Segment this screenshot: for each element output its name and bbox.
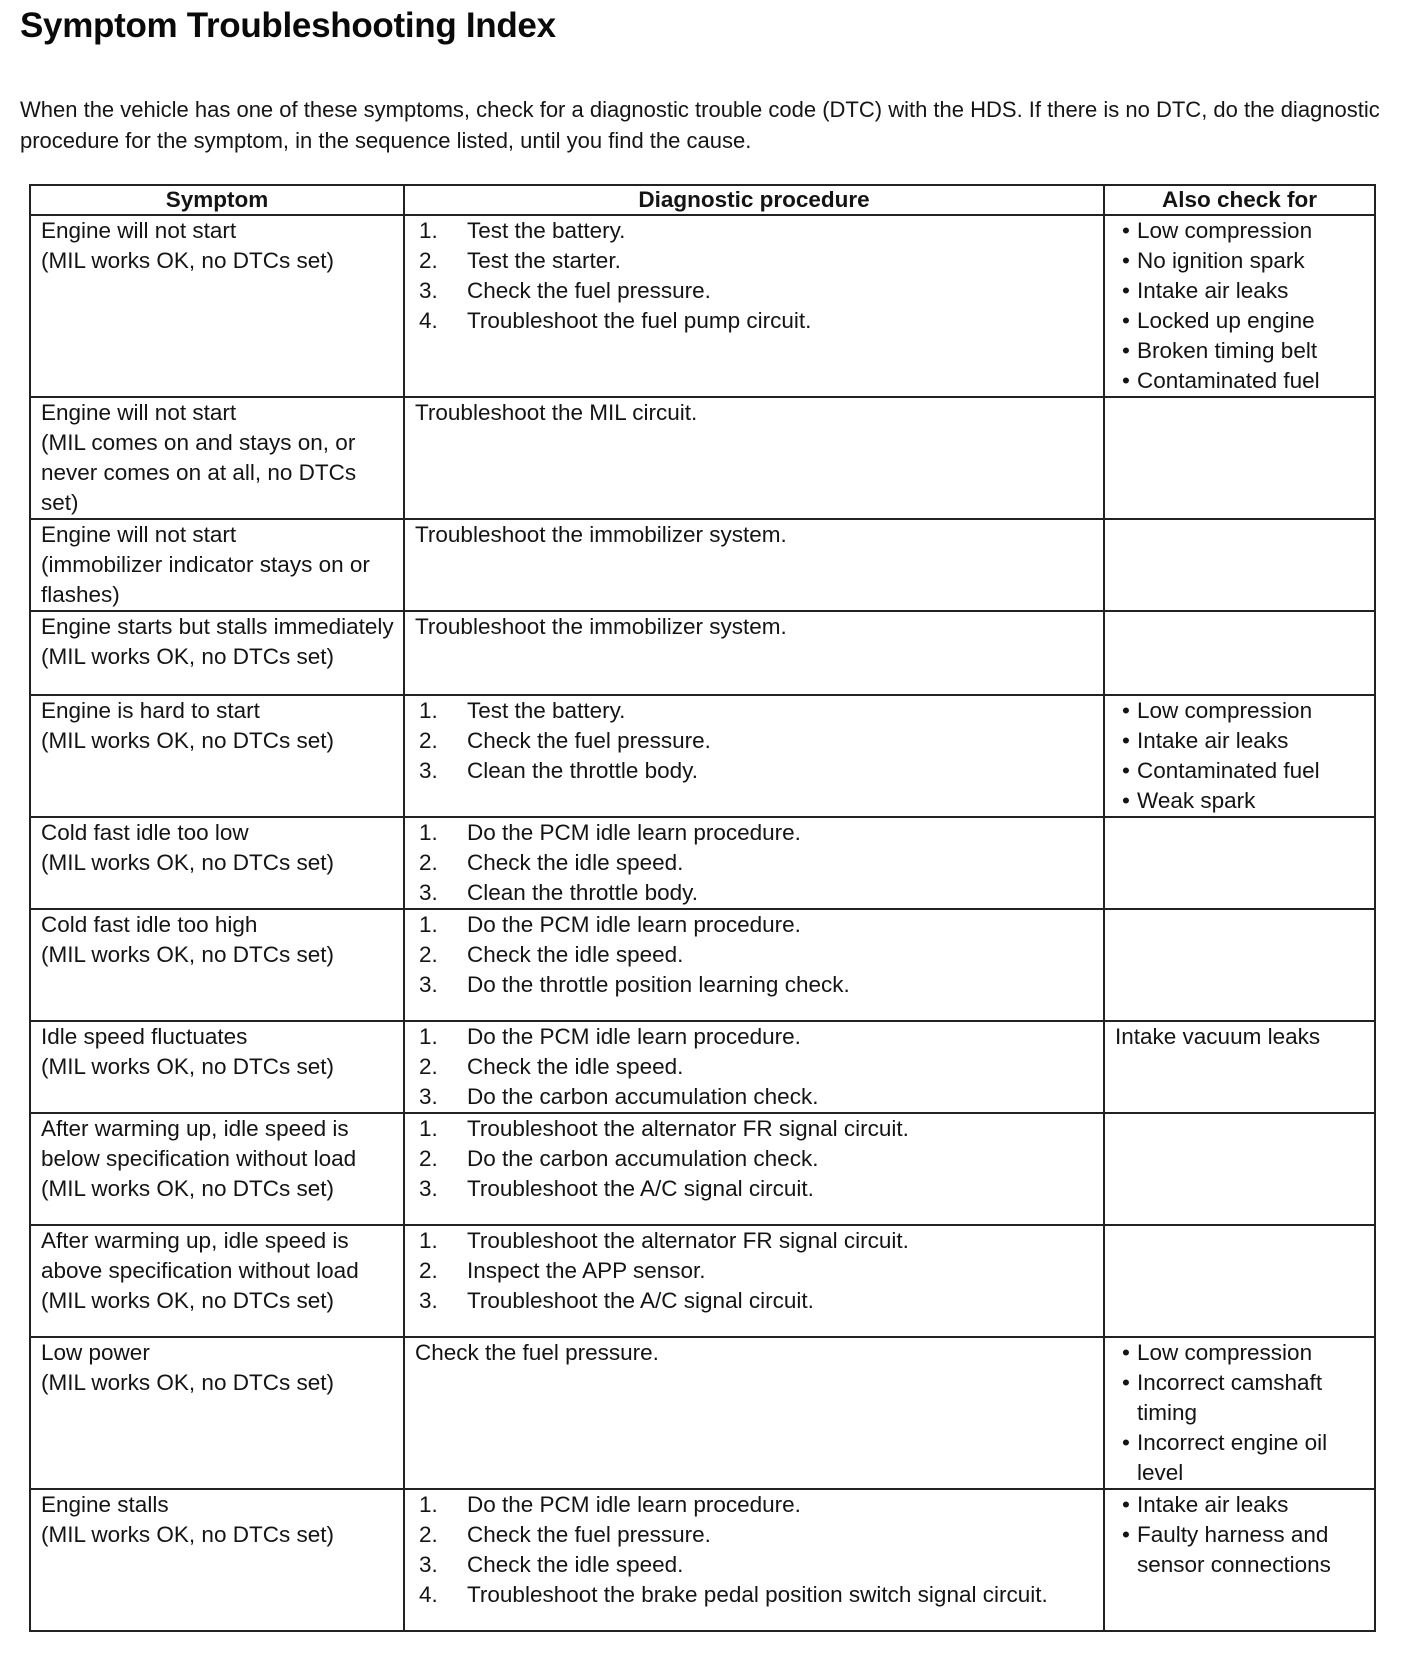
table-row (30, 1225, 1375, 1337)
procedure-steps (415, 1114, 1095, 1204)
also-check-text: Contaminated fuel (1137, 758, 1320, 783)
also-check-item (1115, 336, 1366, 366)
procedure-cell (404, 397, 1104, 519)
also-check-cell (1104, 397, 1375, 519)
also-check-cell (1104, 695, 1375, 817)
bullet-icon: • (1122, 278, 1130, 303)
procedure-step (415, 276, 1095, 306)
table-row (30, 519, 1375, 611)
also-check-text: Intake air leaks (1137, 728, 1289, 753)
procedure-step (415, 1286, 1095, 1316)
header-diagnostic-procedure: Diagnostic procedure (404, 185, 1104, 215)
also-check-text: Broken timing belt (1137, 338, 1318, 363)
table-row (30, 215, 1375, 397)
procedure-cell (404, 1113, 1104, 1225)
step-number: 1. (419, 1228, 438, 1253)
step-number: 1. (419, 218, 438, 243)
also-check-item (1115, 1520, 1366, 1580)
symptom-cell: Engine will not start (MIL works OK, no DTCs set) (30, 215, 404, 397)
symptom-cell: Engine is hard to start (MIL works OK, no DTCs set) (30, 695, 404, 817)
table-row (30, 909, 1375, 1021)
procedure-steps (415, 696, 1095, 786)
also-check-text: Low compression (1137, 1340, 1313, 1365)
bullet-icon: • (1122, 1430, 1130, 1455)
step-number: 3. (419, 1552, 438, 1577)
procedure-step (415, 818, 1095, 848)
also-check-cell (1104, 519, 1375, 611)
symptom-cell: Cold fast idle too low (MIL works OK, no DTCs set) (30, 817, 404, 909)
step-number: 1. (419, 1024, 438, 1049)
step-text: Check the idle speed. (467, 850, 684, 875)
step-number: 3. (419, 278, 438, 303)
procedure-step (415, 1022, 1095, 1052)
step-text: Do the carbon accumulation check. (467, 1146, 819, 1171)
step-text: Do the PCM idle learn procedure. (467, 820, 801, 845)
bullet-icon: • (1122, 218, 1130, 243)
procedure-step (415, 726, 1095, 756)
step-text: Check the idle speed. (467, 1054, 684, 1079)
symptom-cell: Cold fast idle too high (MIL works OK, no DTCs set) (30, 909, 404, 1021)
also-check-text: Locked up engine (1137, 308, 1315, 333)
procedure-step (415, 1256, 1095, 1286)
header-also-check-for: Also check for (1104, 185, 1375, 215)
procedure-text: Troubleshoot the immobilizer system. (415, 614, 787, 639)
also-check-item (1115, 276, 1366, 306)
also-check-item (1115, 726, 1366, 756)
step-text: Test the battery. (467, 698, 626, 723)
also-check-item (1115, 216, 1366, 246)
step-text: Troubleshoot the A/C signal circuit. (467, 1288, 814, 1313)
step-text: Test the battery. (467, 218, 626, 243)
also-check-cell (1104, 1113, 1375, 1225)
procedure-step (415, 246, 1095, 276)
also-check-item (1115, 1368, 1366, 1428)
also-check-item (1115, 1490, 1366, 1520)
also-check-cell (1104, 1021, 1375, 1113)
step-text: Check the idle speed. (467, 1552, 684, 1577)
page-title: Symptom Troubleshooting Index (20, 6, 556, 45)
bullet-icon: • (1122, 1522, 1130, 1547)
procedure-cell (404, 1225, 1104, 1337)
also-check-text: Incorrect engine oil level (1137, 1430, 1328, 1485)
bullet-icon: • (1122, 1492, 1130, 1517)
step-number: 2. (419, 1258, 438, 1283)
symptom-cell: Idle speed fluctuates (MIL works OK, no DTCs set) (30, 1021, 404, 1113)
also-check-item (1115, 696, 1366, 726)
step-number: 3. (419, 1176, 438, 1201)
bullet-icon: • (1122, 698, 1130, 723)
bullet-icon: • (1122, 248, 1130, 273)
also-check-text: Incorrect camshaft timing (1137, 1370, 1323, 1425)
procedure-cell (404, 519, 1104, 611)
step-number: 3. (419, 1288, 438, 1313)
step-text: Do the PCM idle learn procedure. (467, 1492, 801, 1517)
procedure-step (415, 940, 1095, 970)
step-number: 3. (419, 880, 438, 905)
bullet-icon: • (1122, 308, 1130, 333)
procedure-step (415, 1082, 1095, 1112)
procedure-steps (415, 1022, 1095, 1112)
procedure-step (415, 696, 1095, 726)
procedure-cell (404, 1489, 1104, 1631)
step-text: Troubleshoot the A/C signal circuit. (467, 1176, 814, 1201)
step-text: Check the idle speed. (467, 942, 684, 967)
step-number: 2. (419, 1522, 438, 1547)
also-check-cell (1104, 817, 1375, 909)
step-number: 2. (419, 850, 438, 875)
step-number: 2. (419, 728, 438, 753)
also-check-item (1115, 366, 1366, 396)
also-check-list (1115, 1490, 1366, 1580)
procedure-step (415, 1144, 1095, 1174)
step-text: Clean the throttle body. (467, 758, 698, 783)
step-text: Do the carbon accumulation check. (467, 1084, 819, 1109)
symptom-cell: After warming up, idle speed is above specification without load (MIL works OK, no DTCs set) (30, 1225, 404, 1337)
procedure-step (415, 1520, 1095, 1550)
also-check-cell (1104, 215, 1375, 397)
step-text: Inspect the APP sensor. (467, 1258, 706, 1283)
also-check-item (1115, 786, 1366, 816)
step-number: 1. (419, 1116, 438, 1141)
step-text: Troubleshoot the alternator FR signal circuit. (467, 1228, 909, 1253)
procedure-cell (404, 817, 1104, 909)
step-text: Do the PCM idle learn procedure. (467, 912, 801, 937)
also-check-item (1115, 756, 1366, 786)
also-check-cell (1104, 611, 1375, 695)
also-check-cell (1104, 1337, 1375, 1489)
procedure-step (415, 970, 1095, 1000)
step-text: Check the fuel pressure. (467, 278, 711, 303)
also-check-text: Contaminated fuel (1137, 368, 1320, 393)
step-text: Troubleshoot the alternator FR signal circuit. (467, 1116, 909, 1141)
procedure-steps (415, 818, 1095, 908)
procedure-cell (404, 909, 1104, 1021)
procedure-step (415, 1174, 1095, 1204)
procedure-step (415, 878, 1095, 908)
also-check-list (1115, 216, 1366, 396)
also-check-item (1115, 1338, 1366, 1368)
table-row (30, 1021, 1375, 1113)
symptom-cell: Low power (MIL works OK, no DTCs set) (30, 1337, 404, 1489)
table-row (30, 695, 1375, 817)
procedure-step (415, 216, 1095, 246)
bullet-icon: • (1122, 758, 1130, 783)
table-row (30, 1113, 1375, 1225)
step-number: 2. (419, 1054, 438, 1079)
bullet-icon: • (1122, 1370, 1130, 1395)
header-symptom: Symptom (30, 185, 404, 215)
procedure-cell (404, 611, 1104, 695)
table-row (30, 1489, 1375, 1631)
step-number: 4. (419, 308, 438, 333)
table-header-row (30, 185, 1375, 215)
step-number: 1. (419, 820, 438, 845)
intro-paragraph: When the vehicle has one of these symptoms, check for a diagnostic trouble code (DTC) with the HDS. If there is no DTC, do the diagnostic procedure for the symptom, in the sequence listed, until you find the cause. (20, 97, 1380, 153)
also-check-text: Intake air leaks (1137, 278, 1289, 303)
bullet-icon: • (1122, 368, 1130, 393)
table-row (30, 611, 1375, 695)
procedure-cell (404, 1021, 1104, 1113)
step-text: Do the PCM idle learn procedure. (467, 1024, 801, 1049)
symptom-cell: Engine stalls (MIL works OK, no DTCs set) (30, 1489, 404, 1631)
procedure-step (415, 756, 1095, 786)
step-number: 3. (419, 972, 438, 997)
step-text: Check the fuel pressure. (467, 728, 711, 753)
also-check-cell (1104, 909, 1375, 1021)
also-check-list (1115, 696, 1366, 816)
also-check-text: Weak spark (1137, 788, 1256, 813)
step-number: 2. (419, 248, 438, 273)
symptom-cell: Engine will not start (immobilizer indicator stays on or flashes) (30, 519, 404, 611)
also-check-item (1115, 246, 1366, 276)
step-text: Troubleshoot the fuel pump circuit. (467, 308, 812, 333)
procedure-steps (415, 216, 1095, 336)
step-number: 1. (419, 1492, 438, 1517)
symptom-cell: Engine starts but stalls immediately (MIL works OK, no DTCs set) (30, 611, 404, 695)
step-number: 2. (419, 942, 438, 967)
procedure-step (415, 1226, 1095, 1256)
procedure-cell (404, 1337, 1104, 1489)
procedure-steps (415, 1490, 1095, 1610)
procedure-step (415, 1550, 1095, 1580)
procedure-step (415, 1490, 1095, 1520)
symptom-cell: After warming up, idle speed is below specification without load (MIL works OK, no DTCs set) (30, 1113, 404, 1225)
table-row (30, 817, 1375, 909)
also-check-text: Low compression (1137, 698, 1313, 723)
also-check-list (1115, 1338, 1366, 1488)
procedure-steps (415, 1226, 1095, 1316)
step-number: 4. (419, 1582, 438, 1607)
procedure-step (415, 1114, 1095, 1144)
step-text: Clean the throttle body. (467, 880, 698, 905)
also-check-text: Low compression (1137, 218, 1313, 243)
step-number: 3. (419, 758, 438, 783)
step-number: 1. (419, 698, 438, 723)
step-text: Do the throttle position learning check. (467, 972, 850, 997)
step-number: 3. (419, 1084, 438, 1109)
step-text: Test the starter. (467, 248, 621, 273)
also-check-item (1115, 1428, 1366, 1488)
also-check-cell (1104, 1225, 1375, 1337)
bullet-icon: • (1122, 1340, 1130, 1365)
procedure-cell (404, 215, 1104, 397)
also-check-text: No ignition spark (1137, 248, 1305, 273)
also-check-text: Intake air leaks (1137, 1492, 1289, 1517)
procedure-step (415, 910, 1095, 940)
bullet-icon: • (1122, 338, 1130, 363)
step-text: Troubleshoot the brake pedal position switch signal circuit. (467, 1582, 1048, 1607)
step-number: 1. (419, 912, 438, 937)
procedure-text: Troubleshoot the immobilizer system. (415, 522, 787, 547)
procedure-step (415, 848, 1095, 878)
step-number: 2. (419, 1146, 438, 1171)
symptom-cell: Engine will not start (MIL comes on and stays on, or never comes on at all, no DTCs set) (30, 397, 404, 519)
procedure-step (415, 306, 1095, 336)
also-check-text: Intake vacuum leaks (1115, 1024, 1321, 1049)
bullet-icon: • (1122, 788, 1130, 813)
also-check-item (1115, 306, 1366, 336)
procedure-text: Check the fuel pressure. (415, 1340, 659, 1365)
step-text: Check the fuel pressure. (467, 1522, 711, 1547)
also-check-cell (1104, 1489, 1375, 1631)
symptom-table (29, 184, 1376, 1632)
bullet-icon: • (1122, 728, 1130, 753)
also-check-text: Faulty harness and sensor connections (1137, 1522, 1331, 1577)
procedure-text: Troubleshoot the MIL circuit. (415, 400, 698, 425)
table-row (30, 397, 1375, 519)
procedure-steps (415, 910, 1095, 1000)
table-row (30, 1337, 1375, 1489)
procedure-step (415, 1052, 1095, 1082)
procedure-cell (404, 695, 1104, 817)
procedure-step (415, 1580, 1095, 1610)
